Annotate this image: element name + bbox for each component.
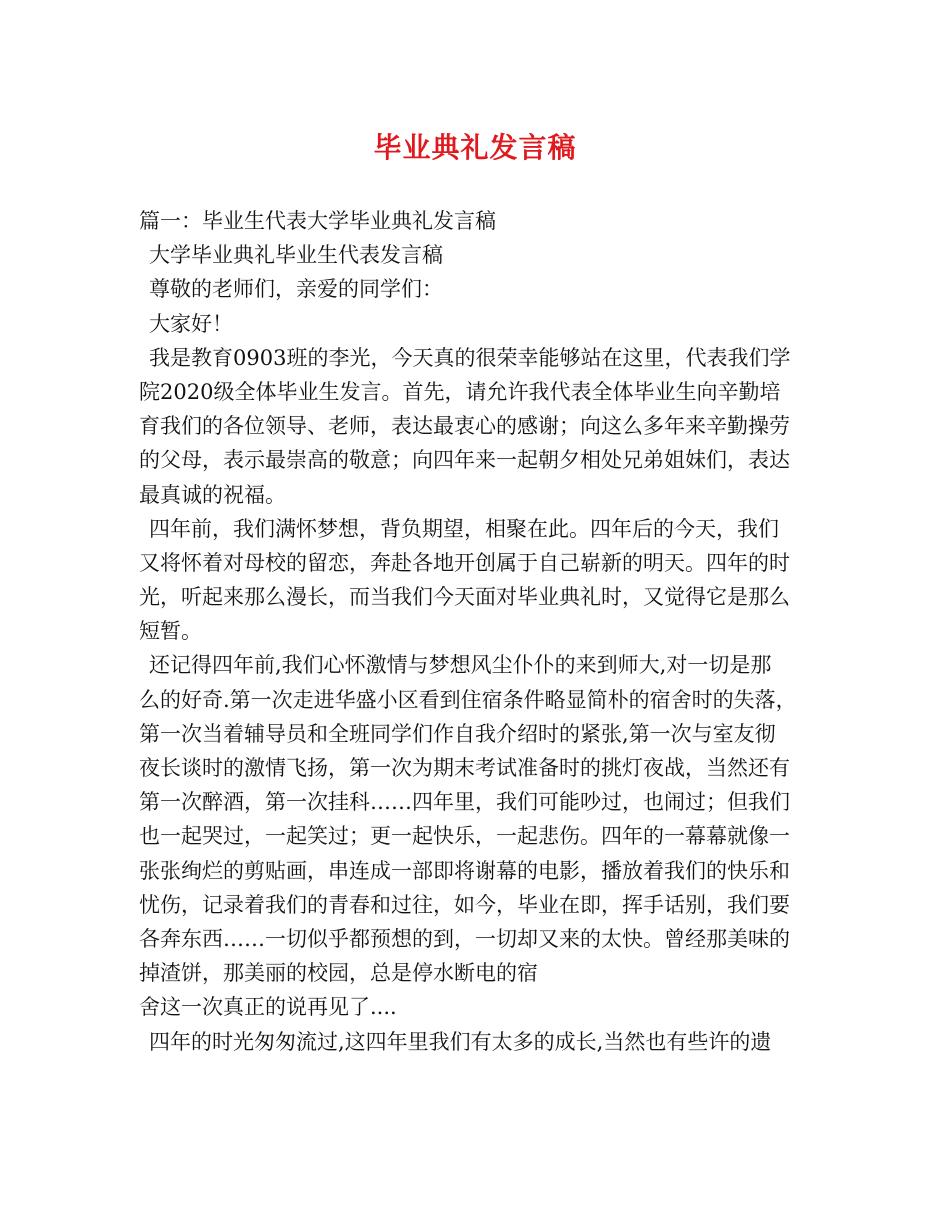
text-line: 篇一：毕业生代表大学毕业典礼发言稿 — [139, 209, 496, 233]
text-line: 又将怀着对母校的留恋，奔赴各地开创属于自己崭新的明天。四年的时 — [139, 550, 790, 575]
text-line: 掉渣饼，那美丽的校园，总是停水断电的宿 — [139, 961, 538, 986]
text-line: 第一次当着辅导员和全班同学们作自我介绍时的紧张,第一次与室友彻 — [139, 721, 776, 746]
text-line: 四年前，我们满怀梦想，背负期望，相聚在此。四年后的今天，我们 — [149, 516, 779, 541]
text-line: 舍这一次真正的说再见了.... — [139, 995, 397, 1020]
text-line: 短暂。 — [139, 619, 202, 644]
text-line: 还记得四年前,我们心怀激情与梦想风尘仆仆的来到师大,对一切是那 — [149, 653, 772, 678]
text-line: 院2020级全体毕业生发言。首先，请允许我代表全体毕业生向辛勤培 — [139, 379, 781, 404]
text-line: 么的好奇.第一次走进华盛小区看到住宿条件略显简朴的宿舍时的失落， — [139, 687, 797, 712]
text-line: 光，听起来那么漫长，而当我们今天面对毕业典礼时，又觉得它是那么 — [139, 585, 790, 610]
text-line: 尊敬的老师们，亲爱的同学们： — [149, 277, 443, 302]
text-line: 夜长谈时的激情飞扬，第一次为期末考试准备时的挑灯夜战，当然还有 — [139, 756, 790, 780]
text-line: 育我们的各位领导、老师，表达最衷心的感谢；向这么多年来辛勤操劳 — [139, 414, 790, 439]
document-body — [139, 204, 829, 1059]
text-line: 大家好！ — [149, 311, 233, 336]
text-line: 各奔东西……一切似乎都预想的到，一切却又来的太快。曾经那美味的 — [139, 926, 790, 951]
text-line: 我是教育0903班的李光，今天真的很荣幸能够站在这里，代表我们学 — [149, 345, 791, 370]
text-line: 第一次醉酒，第一次挂科……四年里，我们可能吵过，也闹过；但我们 — [139, 790, 790, 815]
page-title: 毕业典礼发言稿 — [373, 131, 577, 164]
text-line: 忧伤，记录着我们的青春和过往，如今，毕业在即，挥手话别，我们要 — [139, 892, 790, 917]
text-line: 最真诚的祝福。 — [139, 482, 286, 507]
text-line: 的父母，表示最崇高的敬意；向四年来一起朝夕相处兄弟姐妹们，表达 — [139, 448, 790, 473]
text-line: 也一起哭过，一起笑过；更一起快乐，一起悲伤。四年的一幕幕就像一 — [139, 824, 790, 849]
text-line: 四年的时光匆匆流过,这四年里我们有太多的成长,当然也有些许的遗 — [149, 1029, 772, 1054]
text-line: 大学毕业典礼毕业生代表发言稿 — [149, 243, 443, 268]
text-line: 张张绚烂的剪贴画，串连成一部即将谢幕的电影，播放着我们的快乐和 — [139, 858, 790, 883]
